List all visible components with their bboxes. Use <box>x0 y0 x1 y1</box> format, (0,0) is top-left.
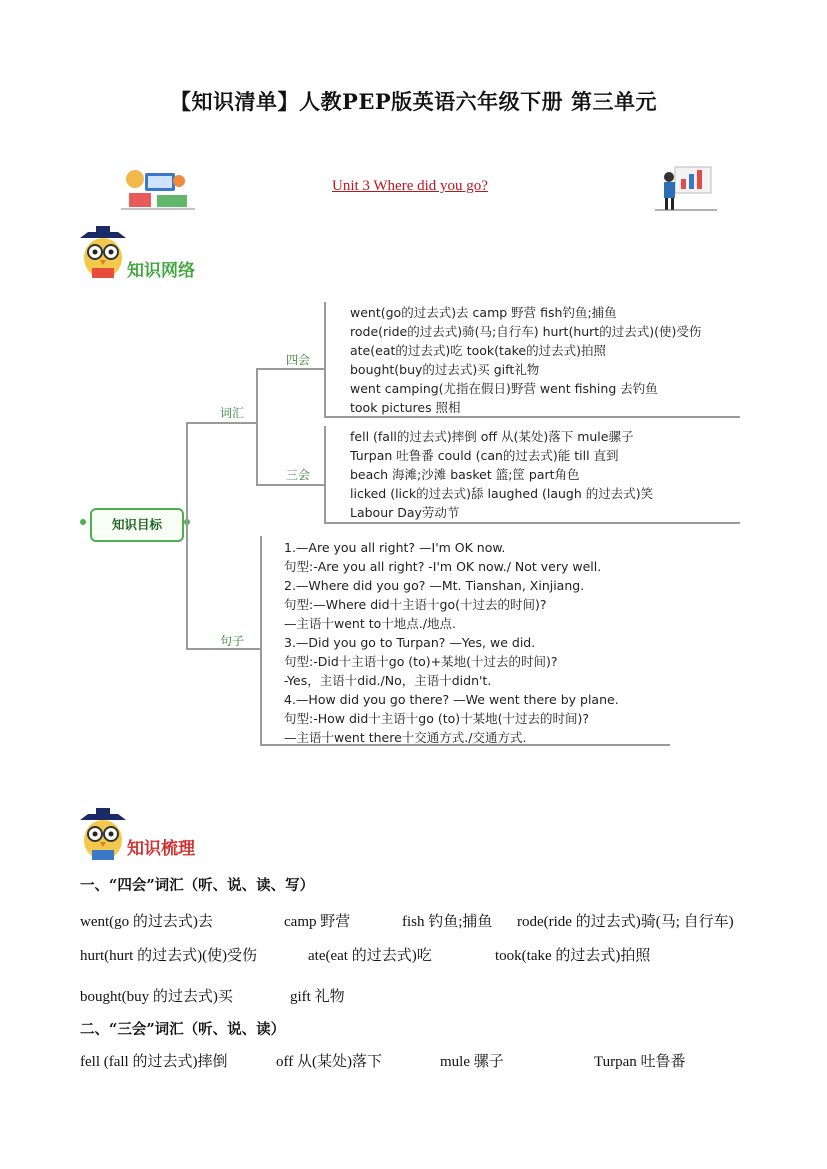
vocab-item: fish 钓鱼;捕鱼 <box>402 914 493 930</box>
three-line: fell (fall的过去式)摔倒 off 从(某处)落下 mule骡子 <box>350 429 634 444</box>
vocab-subtrunk-line <box>256 368 258 484</box>
mindmap-root-box <box>90 508 184 542</box>
knowledge-review-heading: 知识梳理 <box>127 839 195 859</box>
sentence-line: —主语十went to十地点./地点. <box>284 616 456 631</box>
sentence-line: 句型:—Where did十主语十go(十过去的时间)? <box>284 597 547 612</box>
three-line: Labour Day劳动节 <box>350 505 460 520</box>
presentation-clipart-icon <box>655 165 717 211</box>
sentence-line: —主语十went there十交通方式./交通方式. <box>284 730 527 745</box>
vocab-item: camp 野营 <box>284 914 351 930</box>
three-line: Turpan 吐鲁番 could (can的过去式)能 till 直到 <box>350 448 619 463</box>
three-group-underline <box>324 522 740 524</box>
sentence-line: 2.—Where did you go? —Mt. Tianshan, Xinjiang. <box>284 578 585 593</box>
three-branch-line <box>256 484 324 486</box>
vocab-item: Turpan 吐鲁番 <box>594 1054 686 1070</box>
document-title: 【知识清单】人教PEP版英语六年级下册 第三单元 <box>170 89 657 114</box>
sentence-line: 3.—Did you go to Turpan? —Yes, we did. <box>284 635 536 650</box>
four-line: took pictures 照相 <box>350 400 461 415</box>
four-group-line <box>324 302 326 416</box>
three-group-line <box>324 426 326 522</box>
study-clipart-icon <box>121 165 195 211</box>
sentence-line: 4.—How did you go there? —We went there by plane. <box>284 692 619 707</box>
four-line: bought(buy的过去式)买 gift礼物 <box>350 362 540 377</box>
sentence-line: 句型:-Did十主语十go (to)+某地(十过去的时间)? <box>284 654 558 669</box>
vocab-item: went(go 的过去式)去 <box>80 914 213 930</box>
four-line: ate(eat的过去式)吃 took(take的过去式)拍照 <box>350 343 606 358</box>
vocab-item: off 从(某处)落下 <box>276 1054 382 1070</box>
four-line: rode(ride的过去式)骑(马;自行车) hurt(hurt的过去式)(使)受伤 <box>350 324 702 339</box>
vocab-item: hurt(hurt 的过去式)(使)受伤 <box>80 948 258 964</box>
vocab-item: rode(ride 的过去式)骑(马; 自行车) <box>517 914 734 930</box>
sentence-line: 1.—Are you all right? —I'm OK now. <box>284 540 506 555</box>
owl-mascot-icon <box>78 806 128 864</box>
knowledge-network-heading: 知识网络 <box>127 261 195 281</box>
vocab-item: gift 礼物 <box>290 989 345 1005</box>
section-heading: 一、“四会”词汇（听、说、读、写） <box>80 877 315 894</box>
owl-mascot-icon <box>78 224 128 282</box>
vocab-item: ate(eat 的过去式)吃 <box>308 948 432 964</box>
sentence-label: 句子 <box>220 634 245 648</box>
four-branch-line <box>256 368 324 370</box>
four-line: went(go的过去式)去 camp 野营 fish钓鱼;捕鱼 <box>350 305 617 320</box>
three-label: 三会 <box>286 468 311 482</box>
three-line: licked (lick的过去式)舔 laughed (laugh 的过去式)笑 <box>350 486 654 501</box>
sentence-list <box>284 538 619 747</box>
sentence-line: 句型:-Are you all right? -I'm OK now./ Not very well. <box>284 559 602 574</box>
sentence-line: 句型:-How did十主语十go (to)十某地(十过去的时间)? <box>284 711 590 726</box>
three-line: beach 海滩;沙滩 basket 篮;筐 part角色 <box>350 467 580 482</box>
vocab-item: fell (fall 的过去式)摔倒 <box>80 1054 228 1070</box>
sentence-group-line <box>260 536 262 744</box>
four-line: went camping(尤指在假日)野营 went fishing 去钓鱼 <box>350 381 658 396</box>
vocab-item: mule 骡子 <box>440 1054 504 1070</box>
vocab-item: took(take 的过去式)拍照 <box>495 948 651 964</box>
vocab-label: 词汇 <box>220 406 245 420</box>
vocab-item: bought(buy 的过去式)买 <box>80 989 233 1005</box>
four-vocab-list <box>350 303 701 417</box>
four-label: 四会 <box>286 353 311 367</box>
sentence-line: -Yes，主语十did./No，主语十didn't. <box>284 673 492 688</box>
vocab-branch-line <box>186 422 256 424</box>
root-dot-left <box>80 519 86 525</box>
unit-title: Unit 3 Where did you go? <box>332 178 488 194</box>
trunk-line <box>186 422 188 648</box>
section-heading: 二、“三会”词汇（听、说、读） <box>80 1021 286 1038</box>
three-vocab-list <box>350 427 653 522</box>
mindmap-root-label: 知识目标 <box>111 517 162 532</box>
